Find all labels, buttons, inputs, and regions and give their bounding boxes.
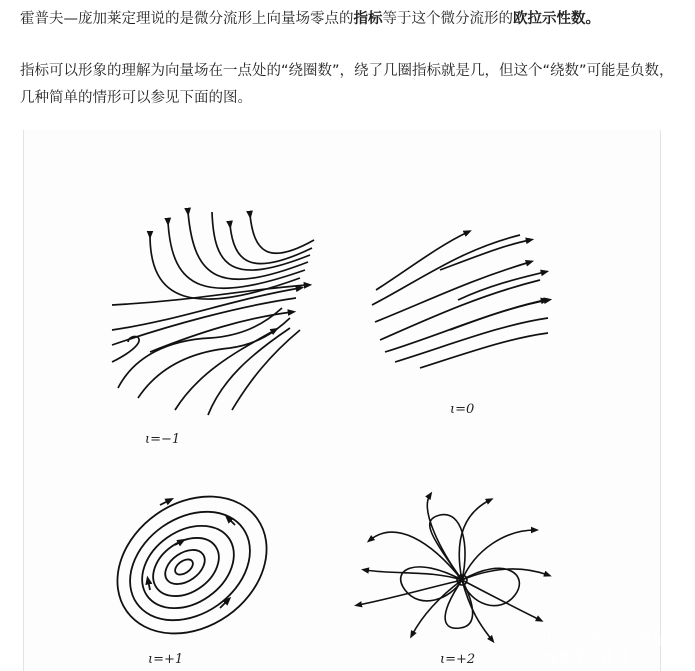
paragraph-explanation: 指标可以形象的理解为向量场在一点处的“绕圈数”，绕了几圈指标就是几，但这个“绕数”可能是负数，几种简单的情形可以参见下面的图。 [20,63,674,106]
label-saddle-index: ι=−1 [145,432,181,447]
regular-field-diagram [372,232,548,368]
saddle-field-diagram [112,212,314,415]
center-field-diagram [91,468,293,661]
label-regular-index: ι=0 [450,402,475,417]
index-term: 指标 [353,11,383,27]
toutiao-watermark: 头条 @数学沿此借 [512,650,629,666]
zhihu-watermark: 知乎 @炮哥的鼹鼠 [535,629,669,648]
theorem-text-1: 霍普夫—庞加莱定理说的是微分流形上向量场零点的 [20,11,354,27]
dipole-field-diagram [358,495,548,640]
label-dipole-index: ι=+2 [440,652,476,667]
euler-characteristic-term: 欧拉示性数。 [513,11,600,27]
label-center-index: ι=+1 [148,652,184,667]
theorem-text-2: 等于这个微分流形的 [382,11,513,27]
